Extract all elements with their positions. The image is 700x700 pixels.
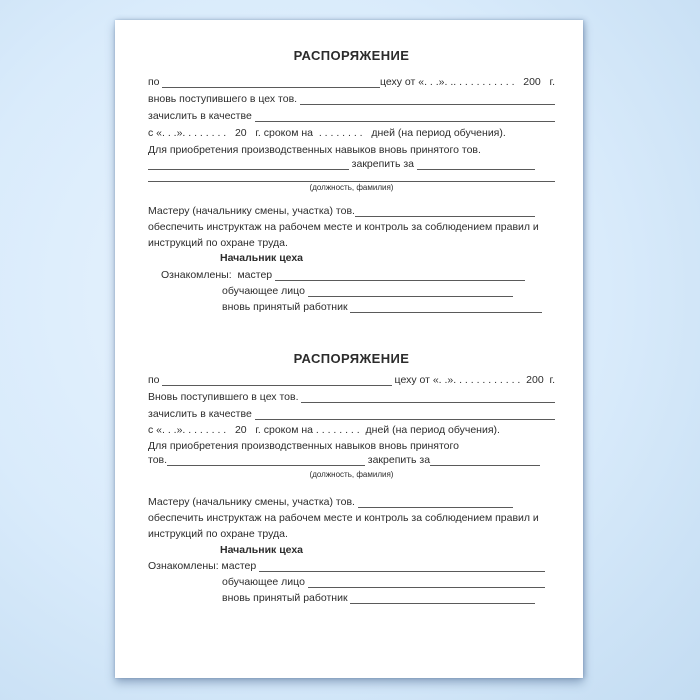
line-text: вновь принятый работник (222, 301, 351, 313)
line-text: инструкций по охране труда. (148, 237, 288, 249)
line-text: обеспечить инструктаж на рабочем месте и контроль за соблюдением правил и (148, 221, 539, 233)
form-line (148, 424, 555, 436)
form-line (148, 408, 555, 420)
line-text: Ознакомлены: мастер (148, 560, 260, 572)
line-text: инструкций по охране труда. (148, 528, 288, 540)
blank-field (162, 375, 391, 386)
form-line (148, 93, 555, 105)
line-text: тов. (148, 454, 168, 466)
line-text: Вновь поступившего в цех тов. (148, 391, 302, 403)
form-line (148, 440, 555, 452)
document-page (115, 20, 583, 678)
form-line (148, 237, 555, 249)
line-text: по (148, 76, 163, 88)
line-text: (должность, фамилия) (309, 470, 394, 479)
line-text: вновь поступившего в цех тов. (148, 93, 300, 105)
form-line (148, 592, 555, 604)
line-text: с «. . .». . . . . . . . 20 г. сроком на . . . . . . . . дней (на период обучения). (148, 424, 500, 436)
blank-field (301, 392, 555, 403)
blank-field (358, 497, 513, 508)
line-text: Начальник цеха (220, 544, 304, 556)
form-line (148, 512, 555, 524)
form-line (148, 496, 555, 508)
blank-field (417, 159, 535, 170)
blank-field (308, 577, 545, 588)
form-line (148, 269, 555, 281)
form-line (148, 252, 555, 264)
line-text: обеспечить инструктаж на рабочем месте и контроль за соблюдением правил и (148, 512, 539, 524)
blank-field (308, 286, 513, 297)
field-caption (148, 470, 555, 479)
form-line (148, 127, 555, 139)
section-title: РАСПОРЯЖЕНИЕ (293, 48, 410, 63)
line-text: (должность, фамилия) (309, 183, 394, 192)
form-line (148, 560, 555, 572)
blank-field (355, 206, 535, 217)
blank-field (167, 455, 365, 466)
section-title: РАСПОРЯЖЕНИЕ (293, 351, 410, 366)
form-line (148, 374, 555, 386)
blank-field (255, 409, 555, 420)
blank-field (350, 302, 542, 313)
form-line (148, 110, 555, 122)
form-line (148, 301, 555, 313)
form-line (148, 544, 555, 556)
form-line (148, 576, 555, 588)
blank-field (350, 593, 535, 604)
line-text: зачислить в качестве (148, 408, 255, 420)
line-text: закрепить за (364, 454, 431, 466)
form-line (148, 285, 555, 297)
blank-field (255, 111, 555, 122)
form-line (148, 221, 555, 233)
form-line (148, 158, 555, 170)
line-text: Начальник цеха (220, 252, 304, 264)
form-line (148, 454, 555, 466)
line-text: закрепить за (348, 158, 417, 170)
blank-field (148, 159, 349, 170)
form-line (148, 76, 555, 88)
field-caption (148, 183, 555, 192)
blank-field (275, 270, 525, 281)
line-text: Мастеру (начальнику смены, участка) тов. (148, 205, 355, 217)
line-text: по (148, 374, 163, 386)
line-text: Для приобретения производственных навыков вновь принятого (148, 440, 459, 452)
blank-field (300, 94, 555, 105)
line-text: цеху от «. . .». .. . . . . . . . . . . 200 г. (379, 76, 555, 88)
form-line (148, 144, 555, 156)
line-text: с «. . .». . . . . . . . 20 г. сроком на . . . . . . . . дней (на период обучения). (148, 127, 506, 139)
line-text: Ознакомлены: мастер (161, 269, 276, 281)
order-section (148, 351, 555, 604)
order-section (148, 48, 555, 313)
blank-field (148, 171, 555, 182)
blank-field (259, 561, 545, 572)
line-text: Мастеру (начальнику смены, участка) тов. (148, 496, 358, 508)
line-text: цеху от «. .». . . . . . . . . . . . 200 г. (391, 374, 555, 386)
blank-field (430, 455, 540, 466)
blank-field (162, 77, 380, 88)
form-line (148, 528, 555, 540)
line-text: обучающее лицо (222, 576, 308, 588)
form-line (148, 205, 555, 217)
line-text: Для приобретения производственных навыков вновь принятого тов. (148, 144, 481, 156)
form-line (148, 391, 555, 403)
line-text: вновь принятый работник (222, 592, 351, 604)
line-text: обучающее лицо (222, 285, 308, 297)
line-text: зачислить в качестве (148, 110, 255, 122)
form-line (148, 171, 555, 182)
